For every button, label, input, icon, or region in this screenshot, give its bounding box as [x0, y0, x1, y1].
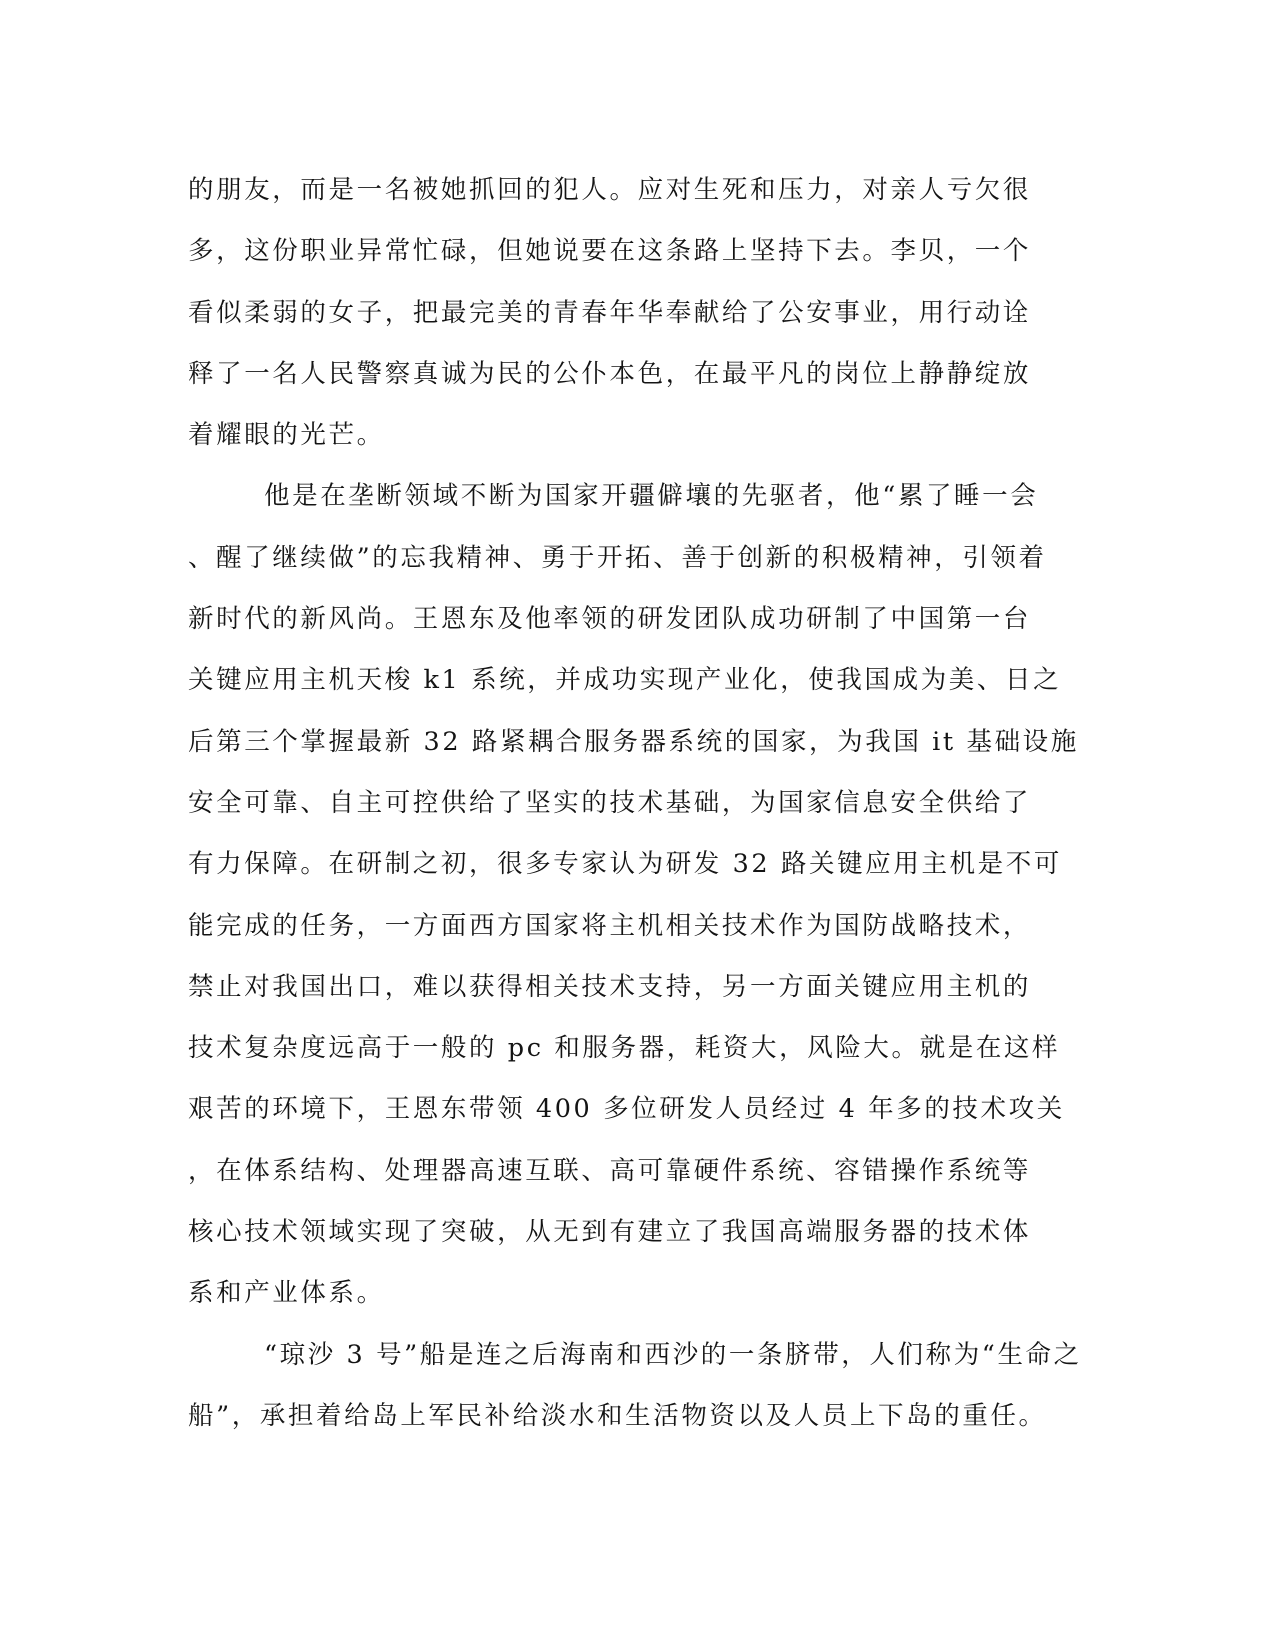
text-line: 新时代的新风尚。王恩东及他率领的研发团队成功研制了中国第一台 [188, 604, 1032, 635]
text-line: 看似柔弱的女子，把最完美的青春年华奉献给了公安事业，用行动诠 [188, 297, 1032, 328]
text-line: 释了一名人民警察真诚为民的公仆本色，在最平凡的岗位上静静绽放 [188, 358, 1032, 389]
text-line: 能完成的任务，一方面西方国家将主机相关技术作为国防战略技术， [188, 910, 1032, 941]
text-line: 多，这份职业异常忙碌，但她说要在这条路上坚持下去。李贝，一个 [188, 236, 1032, 267]
text-line: 系和产业体系。 [188, 1278, 385, 1309]
text-line: 核心技术领域实现了突破，从无到有建立了我国高端服务器的技术体 [188, 1217, 1032, 1248]
text-line: 着耀眼的光芒。 [188, 420, 385, 451]
paragraph-start-line: “琼沙 3 号”船是连之后海南和西沙的一条脐带，人们称为“生命之 [264, 1339, 1082, 1370]
text-line: ，在体系结构、处理器高速互联、高可靠硬件系统、容错操作系统等 [188, 1155, 1032, 1186]
text-line: 的朋友，而是一名被她抓回的犯人。应对生死和压力，对亲人亏欠很 [188, 175, 1032, 205]
text-line: 有力保障。在研制之初，很多专家认为研发 32 路关键应用主机是不可 [188, 849, 1062, 880]
paragraph-start-line: 他是在垄断领域不断为国家开疆僻壤的先驱者，他“累了睡一会 [264, 481, 1039, 512]
text-line: 、醒了继续做”的忘我精神、勇于开拓、善于创新的积极精神，引领着 [188, 542, 1047, 573]
text-line: 禁止对我国出口，难以获得相关技术支持，另一方面关键应用主机的 [188, 971, 1032, 1002]
text-line: 技术复杂度远高于一般的 pc 和服务器，耗资大，风险大。就是在这样 [188, 1033, 1061, 1064]
text-line: 关键应用主机天梭 k1 系统，并成功实现产业化，使我国成为美、日之 [188, 665, 1062, 696]
text-line: 船”，承担着给岛上军民补给淡水和生活物资以及人员上下岛的重任。 [188, 1400, 1047, 1431]
text-line: 艰苦的环境下，王恩东带领 400 多位研发人员经过 4 年多的技术攻关 [188, 1094, 1065, 1125]
text-line: 后第三个掌握最新 32 路紧耦合服务器系统的国家，为我国 it 基础设施 [188, 726, 1079, 757]
body-text [188, 160, 1088, 1447]
text-line: 安全可靠、自主可控供给了坚实的技术基础，为国家信息安全供给了 [188, 787, 1032, 818]
